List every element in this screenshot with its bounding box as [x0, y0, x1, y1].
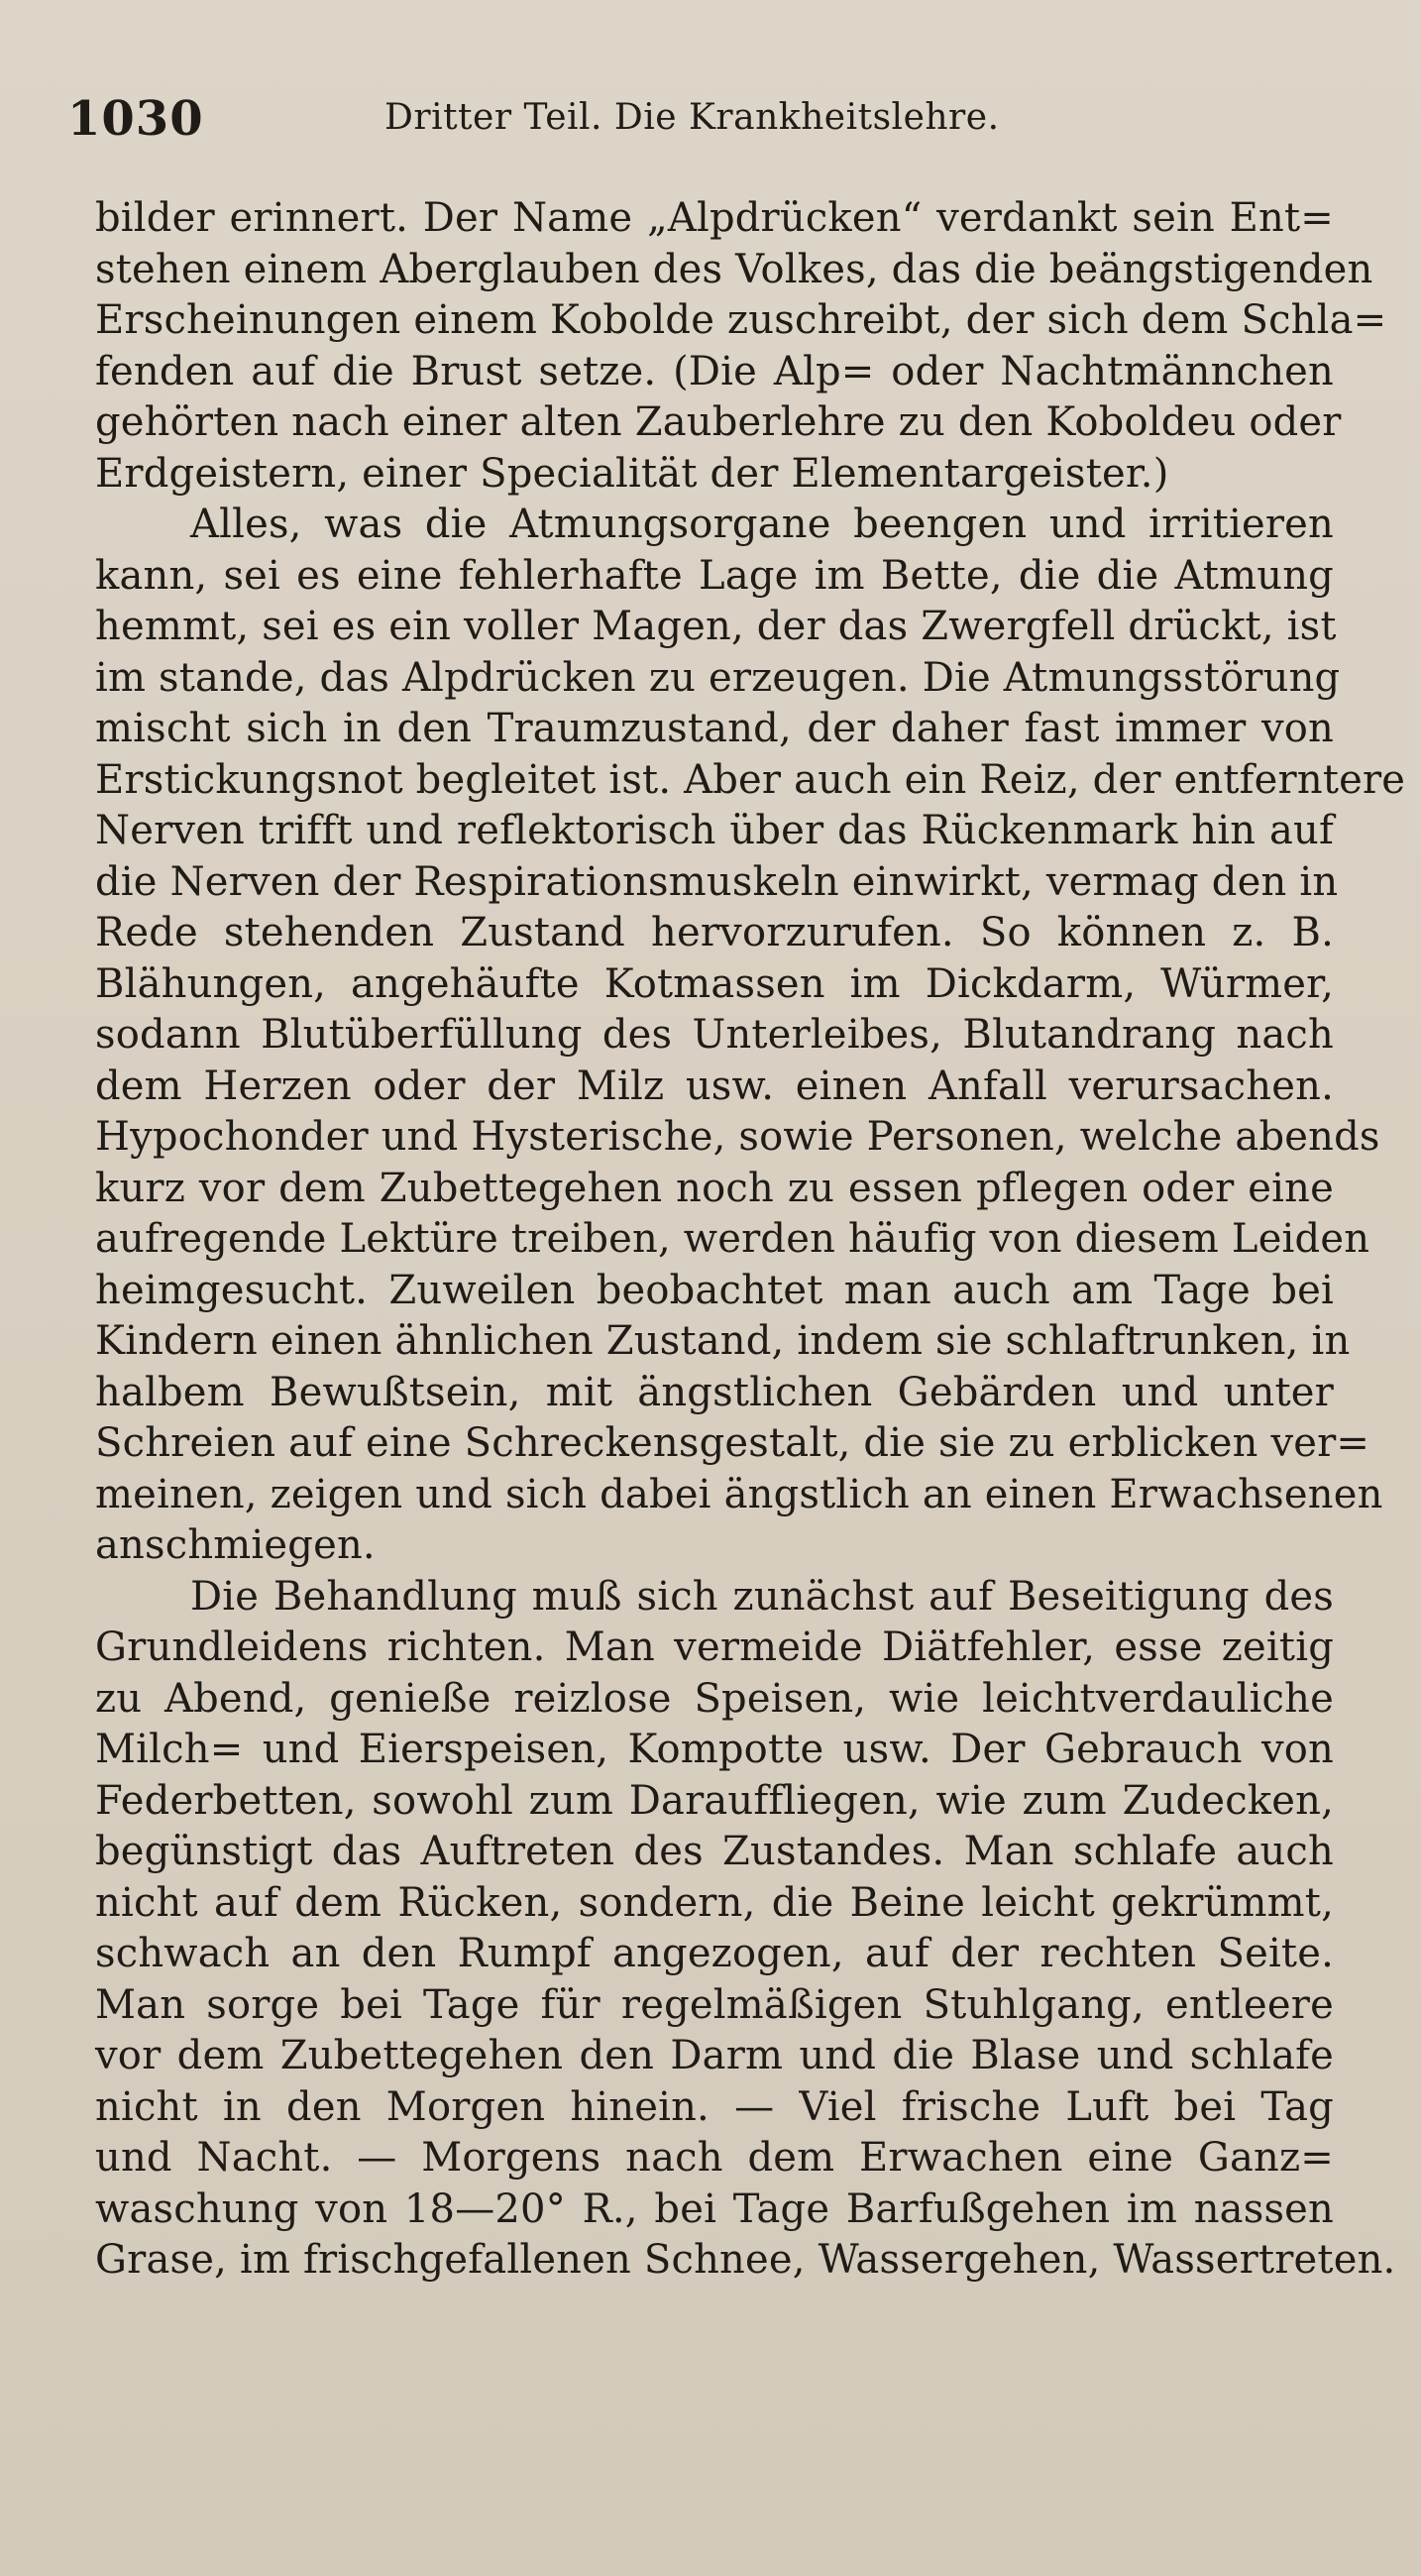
text-line: Alles, was die Atmungsorgane beengen und irritieren: [190, 502, 1334, 547]
text-line: bilder erinnert. Der Name „Alpdrücken“ verdankt sein Ent=: [95, 195, 1334, 241]
running-head: [67, 91, 1342, 161]
text-line: Grundleidens richten. Man vermeide Diätfehler, esse zeitig: [95, 1624, 1334, 1670]
text-line: Erdgeistern, einer Specialität der Elementargeister.): [95, 450, 1169, 497]
text-line: nicht auf dem Rücken, sondern, die Beine leicht gekrümmt,: [95, 1879, 1334, 1926]
text-line: Schreien auf eine Schreckensgestalt, die sie zu erblicken ver=: [95, 1420, 1370, 1466]
text-line: gehörten nach einer alten Zauberlehre zu den Koboldeu oder: [95, 399, 1342, 445]
text-line: Hypochonder und Hysterische, sowie Personen, welche abends: [95, 1114, 1380, 1160]
text-line: kann, sei es eine fehlerhafte Lage im Bette, die die Atmung: [95, 552, 1334, 599]
text-line: aufregende Lektüre treiben, werden häufig von diesem Leiden: [95, 1216, 1370, 1262]
text-line: vor dem Zubettegehen den Darm und die Blase und schlafe: [95, 2033, 1334, 2078]
paragraph: [95, 193, 1387, 500]
text-line: hemmt, sei es ein voller Magen, der das Zwergfell drückt, ist: [95, 604, 1337, 649]
text-line: Rede stehenden Zustand hervorzurufen. So können z. B.: [95, 910, 1334, 955]
text-line: anschmiegen.: [95, 1522, 376, 1568]
text-line: Grase, im frischgefallenen Schnee, Wassergehen, Wassertreten.: [95, 2237, 1396, 2283]
text-line: fenden auf die Brust setze. (Die Alp= oder Nachtmännchen: [95, 348, 1334, 394]
text-line: dem Herzen oder der Milz usw. einen Anfall verursachen.: [95, 1063, 1334, 1109]
text-line: kurz vor dem Zubettegehen noch zu essen pflegen oder eine: [95, 1165, 1334, 1211]
text-line: sodann Blutüberfüllung des Unterleibes, Blutandrang nach: [95, 1012, 1334, 1058]
text-line: waschung von 18—20° R., bei Tage Barfußgehen im nassen: [95, 2185, 1334, 2232]
text-line: heimgesucht. Zuweilen beobachtet man auch am Tage bei: [95, 1267, 1334, 1313]
text-line: stehen einem Aberglauben des Volkes, das die beängstigenden: [95, 246, 1373, 292]
text-line: zu Abend, genieße reizlose Speisen, wie leichtverdauliche: [95, 1675, 1334, 1722]
text-line: meinen, zeigen und sich dabei ängstlich an einen Erwachsenen: [95, 1471, 1383, 1517]
page-number: 1030: [67, 91, 204, 147]
text-line: und Nacht. — Morgens nach dem Erwachen eine Ganz=: [95, 2135, 1334, 2181]
text-line: Man sorge bei Tage für regelmäßigen Stuhlgang, entleere: [95, 1981, 1334, 2028]
text-line: Kindern einen ähnlichen Zustand, indem sie schlaftrunken, in: [95, 1318, 1351, 1364]
text-line: Milch= und Eierspeisen, Kompotte usw. Der Gebrauch von: [95, 1727, 1334, 1772]
text-line: begünstigt das Auftreten des Zustandes. Man schlafe auch: [95, 1829, 1334, 1874]
text-line: Nerven trifft und reflektorisch über das Rückenmark hin auf: [95, 808, 1334, 853]
text-line: die Nerven der Respirationsmuskeln einwirkt, vermag den in: [95, 858, 1339, 905]
text-line: Die Behandlung muß sich zunächst auf Beseitigung des: [190, 1573, 1334, 1620]
paragraph: [95, 500, 1406, 1572]
text-line: mischt sich in den Traumzustand, der daher fast immer von: [95, 706, 1334, 751]
body-text: [95, 193, 1406, 2287]
running-title: Dritter Teil. Die Krankheitslehre.: [384, 97, 1000, 138]
text-line: Erscheinungen einem Kobolde zuschreibt, der sich dem Schla=: [95, 297, 1387, 343]
text-line: Erstickungsnot begleitet ist. Aber auch ein Reiz, der entferntere: [95, 756, 1406, 803]
text-line: Federbetten, sowohl zum Darauffliegen, wie zum Zudecken,: [95, 1777, 1334, 1824]
text-line: halbem Bewußtsein, mit ängstlichen Gebärden und unter: [95, 1369, 1334, 1415]
text-line: nicht in den Morgen hinein. — Viel frische Luft bei Tag: [95, 2083, 1334, 2130]
text-line: Blähungen, angehäufte Kotmassen im Dickdarm, Würmer,: [95, 960, 1334, 1007]
paragraph: [95, 1572, 1396, 2287]
text-line: schwach an den Rumpf angezogen, auf der rechten Seite.: [95, 1931, 1334, 1976]
text-line: im stande, das Alpdrücken zu erzeugen. Die Atmungsstörung: [95, 654, 1341, 701]
